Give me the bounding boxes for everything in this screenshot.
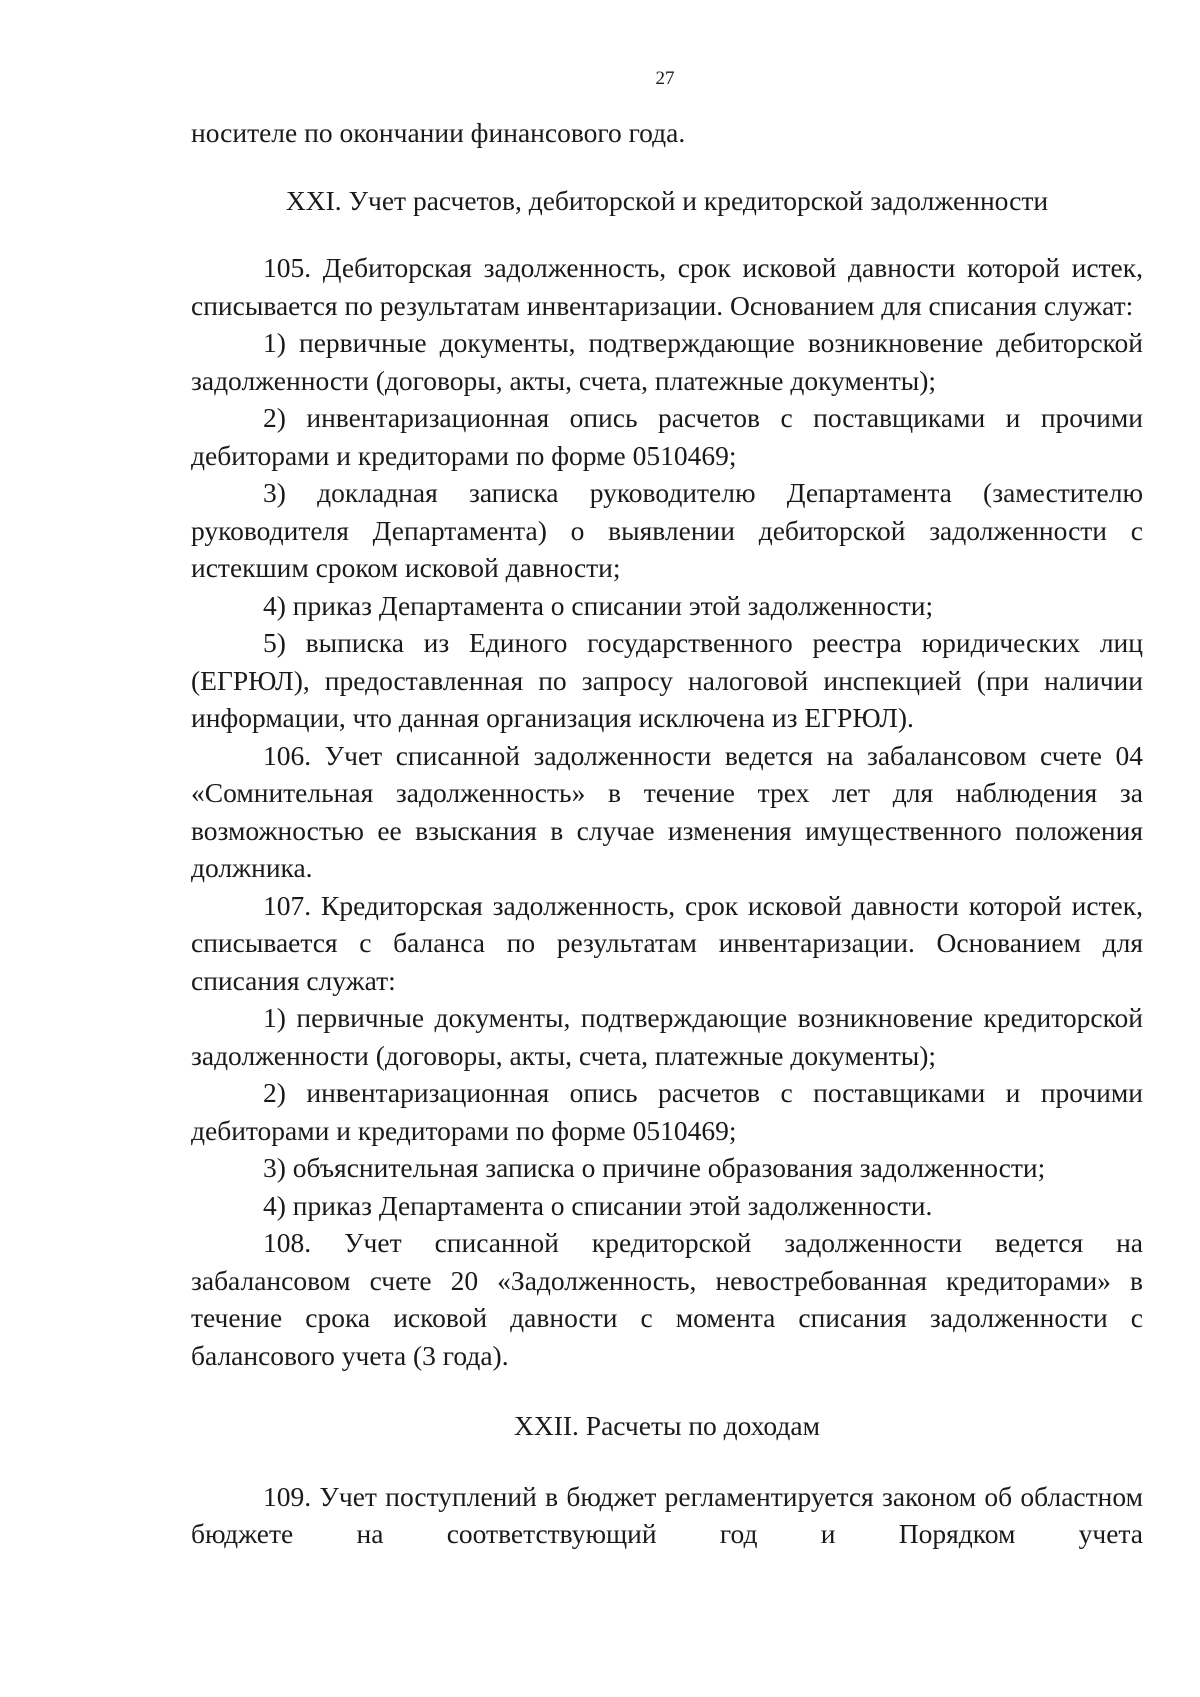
paragraph-107-item-3: 3) объяснительная записка о причине образования задолженности; <box>263 1152 1046 1183</box>
section-22-title: XXII. Расчеты по доходам <box>513 1410 820 1441</box>
document-body <box>191 114 1143 1553</box>
paragraph-109: 109. Учет поступлений в бюджет регламентируется законом об областном бюджете на соответствующий год и Порядком учета <box>191 1480 1143 1549</box>
paragraph-107-item-4: 4) приказ Департамента о списании этой задолженности. <box>263 1189 933 1221</box>
paragraph-106: 106. Учет списанной задолженности ведется на забалансовом счете 04 «Сомнительная задолженность» в течение трех лет для наблюдения за возможностью ее взыскания в случае изменения имущественного положения должника. <box>191 739 1143 883</box>
paragraph-108: 108. Учет списанной кредиторской задолженности ведется на забалансовом счете 20 «Задолженность, невостребованная кредиторами» в течение срока исковой давности с момента списания задолженности с балансового учета (3 года). <box>191 1227 1143 1371</box>
paragraph-105-item-1: 1) первичные документы, подтверждающие возникновение дебиторской задолженности (договоры, акты, счета, платежные документы); <box>191 327 1143 396</box>
intro-line: носителе по окончании финансового года. <box>191 117 686 148</box>
page-number: 27 <box>655 68 675 89</box>
paragraph-105-item-2: 2) инвентаризационная опись расчетов с поставщиками и прочими дебиторами и кредиторами по форме 0510469; <box>191 402 1143 471</box>
paragraph-105-item-3: 3) докладная записка руководителю Департамента (заместителю руководителя Департамента) о выявлении дебиторской задолженности с истекшим сроком исковой давности; <box>191 477 1143 583</box>
paragraph-105-item-5: 5) выписка из Единого государственного реестра юридических лиц (ЕГРЮЛ), предоставленная по запросу налоговой инспекцией (при наличии информации, что данная организация исключена из ЕГРЮЛ). <box>191 627 1143 733</box>
paragraph-105-item-4: 4) приказ Департамента о списании этой задолженности; <box>263 589 934 621</box>
paragraph-107-item-1: 1) первичные документы, подтверждающие возникновение кредиторской задолженности (договоры, акты, счета, платежные документы); <box>191 1002 1143 1071</box>
paragraph-107: 107. Кредиторская задолженность, срок исковой давности которой истек, списывается с баланса по результатам инвентаризации. Основанием для списания служат: <box>191 889 1143 996</box>
section-21-title: XXI. Учет расчетов, дебиторской и кредиторской задолженности <box>285 184 1049 216</box>
paragraph-105: 105. Дебиторская задолженность, срок исковой давности которой истек, списывается по результатам инвентаризации. Основанием для списания служат: <box>191 252 1143 321</box>
paragraph-107-item-2: 2) инвентаризационная опись расчетов с поставщиками и прочими дебиторами и кредиторами по форме 0510469; <box>191 1077 1143 1146</box>
